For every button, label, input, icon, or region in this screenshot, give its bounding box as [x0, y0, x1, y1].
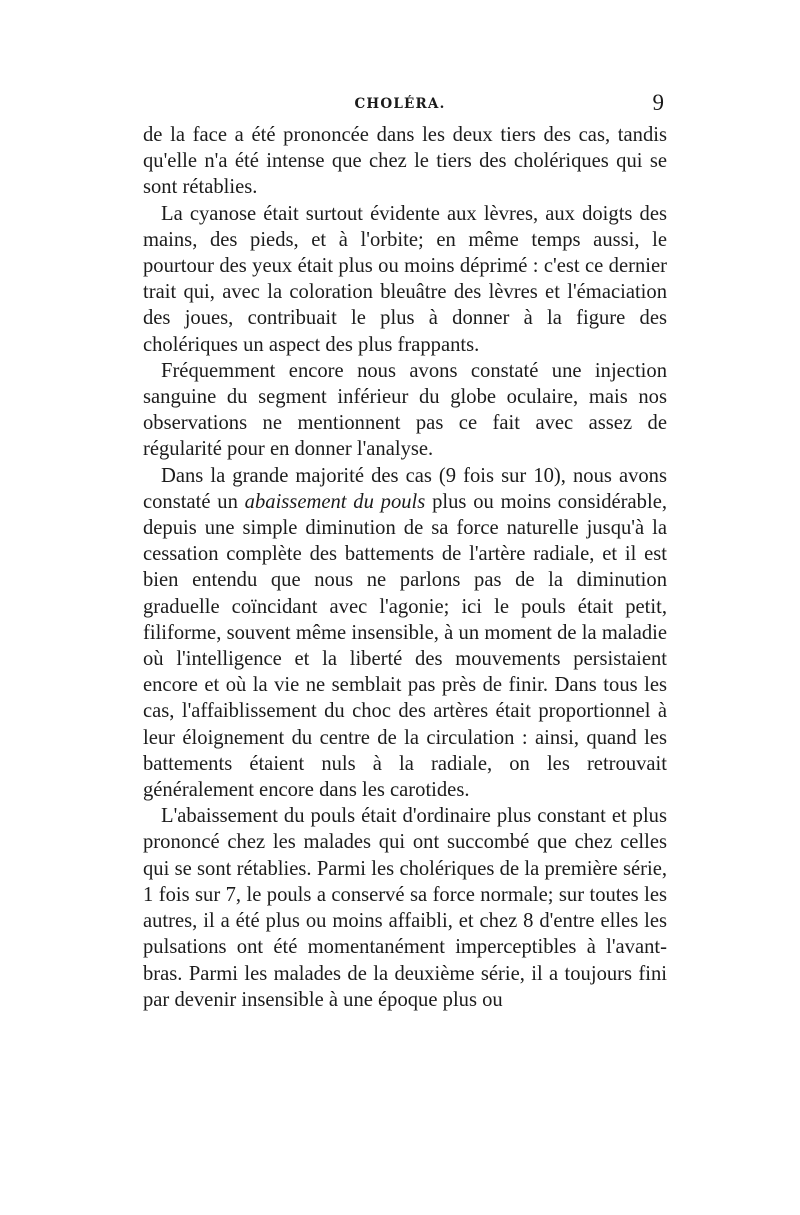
paragraph-pouls-start: Dans la grande majorité des cas (9 fois sur 10), nous avons constaté un: [143, 464, 667, 513]
paragraph-injection: Fréquemment encore nous avons constaté une injection sanguine du segment inférieur du globe oculaire, mais nos observations ne mentionnent pas ce fait avec assez de régularité pour en donner l'analyse.: [143, 359, 667, 461]
paragraph-pouls: [143, 463, 667, 804]
paragraph-abaissement: L'abaissement du pouls était d'ordinaire plus constant et plus prononcé chez les malades qui ont succombé que chez celles qui se sont rétablies. Parmi les cholériques de la première série, 1 fois sur 7, le pouls a conservé sa force normale; sur toutes les autres, il a été plus ou moins affaibli, et chez 8 d'entre elles les pulsations ont été momentanément imperceptibles à l'avant-bras. Parmi les malades de la deuxième série, il a toujours fini par devenir insensible à une époque plus ou: [143, 805, 667, 1011]
running-title: CHOLÉRA.: [354, 96, 446, 112]
paragraph-cyanose: La cyanose était surtout évidente aux lèvres, aux doigts des mains, des pieds, et à l'orbite; en même temps aussi, le pourtour des yeux était plus ou moins déprimé : c'est ce dernier trait qui, avec la coloration bleuâtre des lèvres et l'émaciation des joues, contribuait le plus à donner à la figure des cholériques un aspect des plus frappants.: [143, 202, 667, 356]
running-head: [140, 90, 664, 124]
paragraph-continued: de la face a été prononcée dans les deux tiers des cas, tandis qu'elle n'a été intense que chez le tiers des cholériques qui se sont rétablies.: [143, 124, 667, 199]
emphasis-abaissement: abaissement du pouls: [244, 490, 426, 513]
body-text: [143, 122, 667, 1013]
paragraph-pouls-end: plus ou moins considérable, depuis une simple diminution de sa force naturelle jusqu'à la cessation complète des battements de l'artère radiale, et il est bien entendu que nous ne parlons pas de la diminution graduelle coïncidant avec l'agonie; ici le pouls était petit, filiforme, souvent même insensible, à un moment de la maladie où l'intelligence et la liberté des mouvements persistaient encore et où la vie ne semblait pas près de finir. Dans tous les cas, l'affaiblissement du choc des artères était proportionnel à leur éloignement du centre de la circulation : ainsi, quand les battements étaient nuls à la radiale, on les retrouvait généralement encore dans les carotides.: [143, 490, 667, 802]
page-number: 9: [652, 90, 664, 115]
